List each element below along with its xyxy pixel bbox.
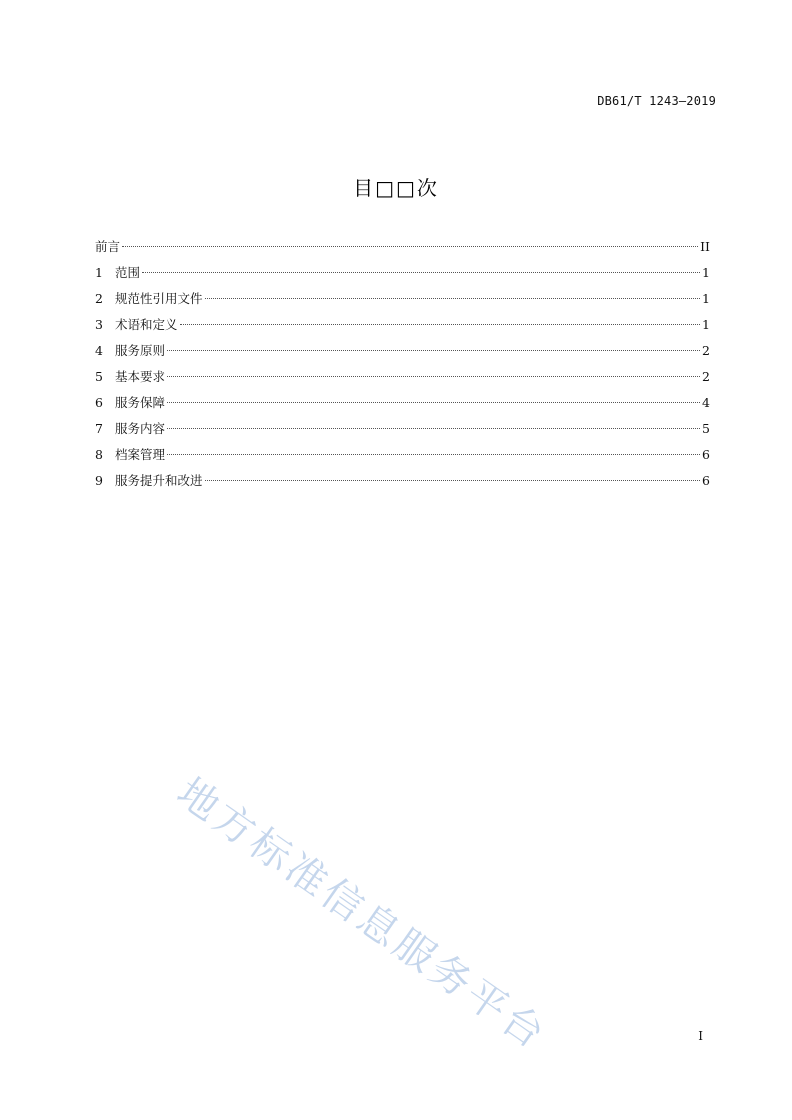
toc-entry-page: 2 xyxy=(702,369,710,384)
toc-entry-3[interactable] xyxy=(95,315,710,341)
toc-dot-leader xyxy=(205,480,701,481)
toc-entry-label: 服务内容 xyxy=(115,421,166,436)
toc-entry-6[interactable] xyxy=(95,393,710,419)
watermark: 地方标准信息服务平台 xyxy=(168,769,556,1060)
toc-dot-leader xyxy=(205,298,701,299)
toc-title: 目□□次 xyxy=(353,176,439,200)
toc-dot-leader xyxy=(142,272,700,273)
toc-dot-leader xyxy=(167,454,700,455)
toc-dot-leader xyxy=(167,428,700,429)
toc-dot-leader xyxy=(180,324,701,325)
toc-entry-page: 6 xyxy=(702,473,710,488)
toc-entry-1[interactable] xyxy=(95,263,710,289)
toc-entry-label: 前言 xyxy=(95,239,121,254)
toc-dot-leader xyxy=(122,246,698,247)
toc-entry-number: 5 xyxy=(95,369,103,384)
toc-entry-7[interactable] xyxy=(95,419,710,445)
toc-entry-label: 基本要求 xyxy=(115,369,166,384)
toc-entry-number: 8 xyxy=(95,447,103,462)
toc-entry-number: 1 xyxy=(95,265,103,280)
page-number: I xyxy=(698,1029,703,1043)
toc-dot-leader xyxy=(167,350,700,351)
toc-dot-leader xyxy=(167,376,700,377)
toc-entry-9[interactable] xyxy=(95,471,710,497)
standard-code: DB61/T 1243—2019 xyxy=(597,94,716,108)
toc-entry-label: 术语和定义 xyxy=(115,317,178,332)
toc-entry-page: 6 xyxy=(702,447,710,462)
toc-entry-label: 服务原则 xyxy=(115,343,166,358)
toc-entry-5[interactable] xyxy=(95,367,710,393)
toc-entry-label: 规范性引用文件 xyxy=(115,291,203,306)
toc-entry-page: 2 xyxy=(702,343,710,358)
toc-entry-number: 2 xyxy=(95,291,103,306)
toc-entry-page: 1 xyxy=(702,291,710,306)
toc-entry-label: 范围 xyxy=(115,265,141,280)
toc-entry-page: 1 xyxy=(702,265,710,280)
toc-entry-page: 4 xyxy=(702,395,710,410)
toc-entry-foreword[interactable] xyxy=(95,237,710,263)
toc-dot-leader xyxy=(167,402,700,403)
toc-entry-8[interactable] xyxy=(95,445,710,471)
toc-entry-page: 1 xyxy=(702,317,710,332)
toc-entry-number: 6 xyxy=(95,395,103,410)
toc-entry-label: 服务保障 xyxy=(115,395,166,410)
toc-entry-2[interactable] xyxy=(95,289,710,315)
toc-entry-label: 档案管理 xyxy=(115,447,166,462)
toc-entry-4[interactable] xyxy=(95,341,710,367)
toc-entry-label: 服务提升和改进 xyxy=(115,473,203,488)
toc-entry-page: 5 xyxy=(702,421,710,436)
toc-entry-page: II xyxy=(700,239,710,254)
toc-entry-number: 3 xyxy=(95,317,103,332)
toc-entry-number: 4 xyxy=(95,343,103,358)
toc-entry-number: 7 xyxy=(95,421,103,436)
toc-entry-number: 9 xyxy=(95,473,103,488)
table-of-contents xyxy=(95,237,710,497)
